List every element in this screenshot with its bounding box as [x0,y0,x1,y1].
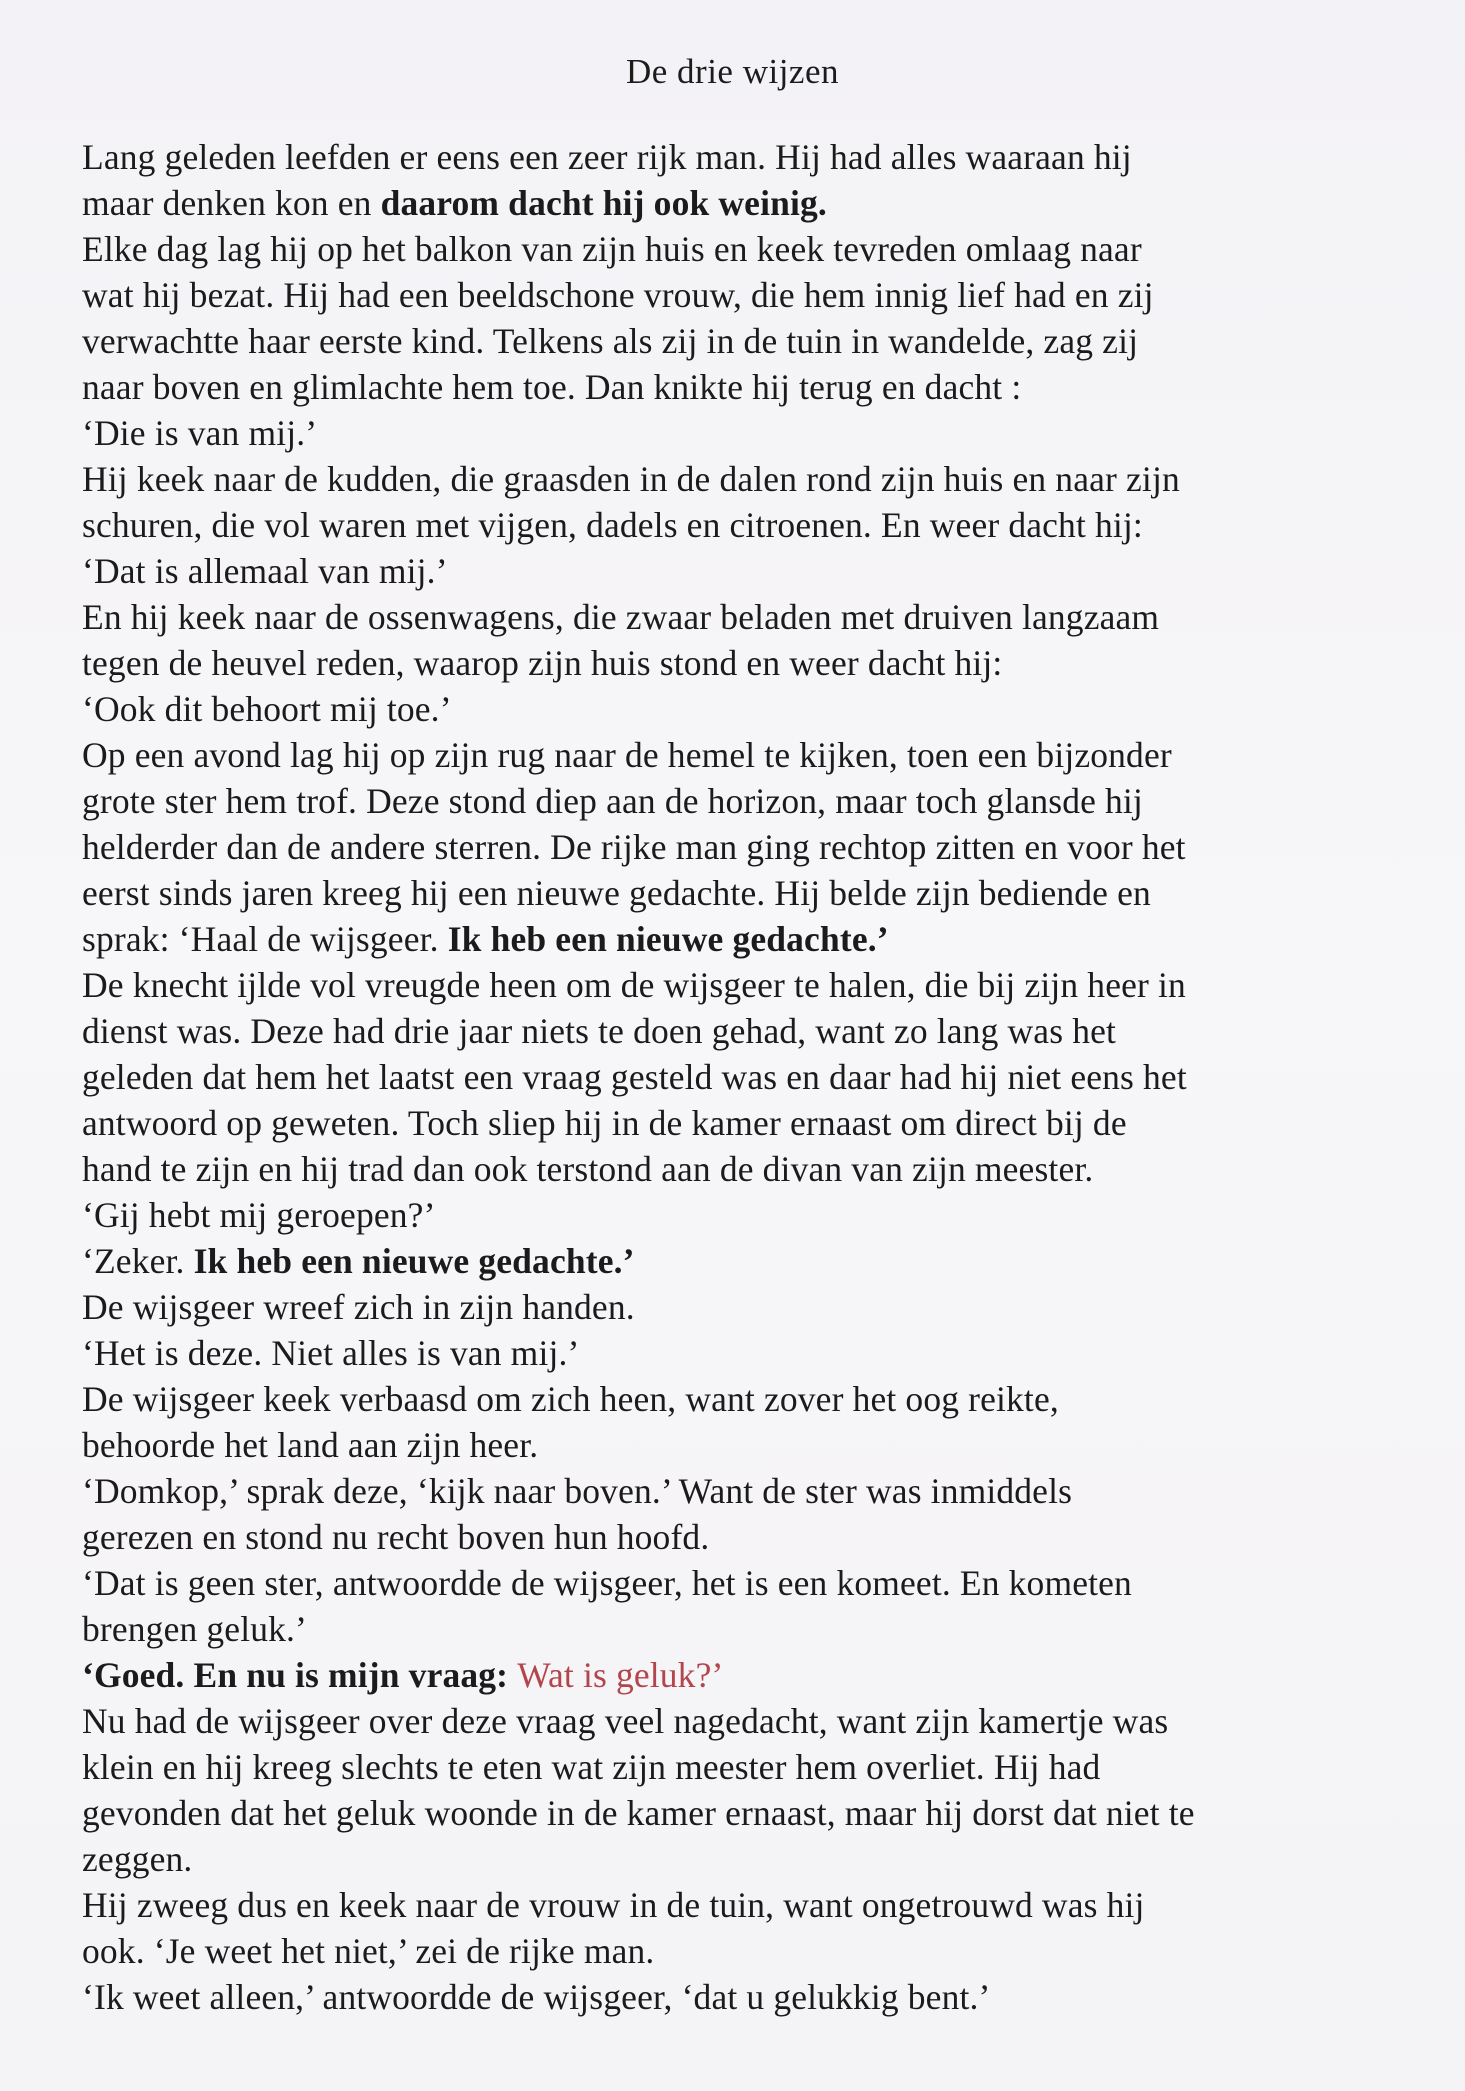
text-line [82,1698,1412,1744]
text-span: ‘Die is van mij.’ [82,413,318,453]
text-span: Nu had de wijsgeer over deze vraag veel nagedacht, want zijn kamertje was [82,1701,1169,1741]
text-span: ‘Ook dit behoort mij toe.’ [82,689,452,729]
text-span: De wijsgeer keek verbaasd om zich heen, want zover het oog reikte, [82,1379,1059,1419]
text-span: maar denken kon en [82,183,381,223]
text-line [82,1928,1412,1974]
text-line [82,686,1412,732]
text-span: De knecht ijlde vol vreugde heen om de wijsgeer te halen, die bij zijn heer in [82,965,1186,1005]
document-title: De drie wijzen [625,52,840,91]
text-line [82,318,1412,364]
text-line [82,594,1412,640]
text-span: De wijsgeer wreef zich in zijn handen. [82,1287,635,1327]
text-line [82,456,1412,502]
text-span: Elke dag lag hij op het balkon van zijn huis en keek tevreden omlaag naar [82,229,1142,269]
text-line [82,1790,1412,1836]
text-line [82,1100,1412,1146]
text-span: ‘Gij hebt mij geroepen?’ [82,1195,436,1235]
text-span: grote ster hem trof. Deze stond diep aan de horizon, maar toch glansde hij [82,781,1143,821]
text-line [82,1882,1412,1928]
text-line [82,548,1412,594]
text-line [82,410,1412,456]
text-span: Lang geleden leefden er eens een zeer rijk man. Hij had alles waaraan hij [82,137,1132,177]
text-line [82,640,1412,686]
text-span: tegen de heuvel reden, waarop zijn huis stond en weer dacht hij: [82,643,1003,683]
highlighted-text: Wat is geluk?’ [517,1655,724,1695]
text-span: Hij zweeg dus en keek naar de vrouw in de tuin, want ongetrouwd was hij [82,1885,1145,1925]
text-span: helderder dan de andere sterren. De rijke man ging rechtop zitten en voor het [82,827,1186,867]
text-line [82,1146,1412,1192]
text-span: Op een avond lag hij op zijn rug naar de hemel te kijken, toen een bijzonder [82,735,1172,775]
bold-text: ‘Goed. En nu is mijn vraag: [82,1655,518,1695]
text-span: ‘Het is deze. Niet alles is van mij.’ [82,1333,580,1373]
text-span: gevonden dat het geluk woonde in de kamer ernaast, maar hij dorst dat niet te [82,1793,1195,1833]
bold-text: daarom dacht hij ook weinig. [380,183,827,223]
text-span: brengen geluk.’ [82,1609,308,1649]
text-span: klein en hij kreeg slechts te eten wat zijn meester hem overliet. Hij had [82,1747,1101,1787]
text-line [82,502,1412,548]
bold-text: Ik heb een nieuwe gedachte.’ [193,1241,635,1281]
text-line [82,1652,1412,1698]
text-span: Hij keek naar de kudden, die graasden in de dalen rond zijn huis en naar zijn [82,459,1180,499]
story-text [82,134,1412,2020]
text-span: geleden dat hem het laatst een vraag gesteld was en daar had hij niet eens het [82,1057,1187,1097]
text-span: antwoord op geweten. Toch sliep hij in de kamer ernaast om direct bij de [82,1103,1127,1143]
text-line [82,778,1412,824]
text-line [82,916,1412,962]
text-span: ook. ‘Je weet het niet,’ zei de rijke man. [82,1931,655,1971]
text-line [82,1836,1412,1882]
text-line [82,1974,1412,2020]
text-line [82,1008,1412,1054]
text-line [82,1514,1412,1560]
text-span: schuren, die vol waren met vijgen, dadels en citroenen. En weer dacht hij: [82,505,1143,545]
text-span: ‘Domkop,’ sprak deze, ‘kijk naar boven.’ Want de ster was inmiddels [82,1471,1073,1511]
text-span: eerst sinds jaren kreeg hij een nieuwe gedachte. Hij belde zijn bediende en [82,873,1151,913]
text-line [82,364,1412,410]
text-span: ‘Dat is geen ster, antwoordde de wijsgeer, het is een komeet. En kometen [82,1563,1132,1603]
text-span: sprak: ‘Haal de wijsgeer. [82,919,448,959]
text-line [82,226,1412,272]
text-line [82,1192,1412,1238]
text-line [82,1238,1412,1284]
text-line [82,1606,1412,1652]
text-span: dienst was. Deze had drie jaar niets te doen gehad, want zo lang was het [82,1011,1117,1051]
text-span: wat hij bezat. Hij had een beeldschone vrouw, die hem innig lief had en zij [82,275,1154,315]
text-line [82,1284,1412,1330]
text-span: ‘Ik weet alleen,’ antwoordde de wijsgeer, ‘dat u gelukkig bent.’ [82,1977,991,2017]
text-line [82,870,1412,916]
text-span: verwachtte haar eerste kind. Telkens als zij in de tuin in wandelde, zag zij [82,321,1139,361]
text-line [82,134,1412,180]
text-line [82,1376,1412,1422]
text-span: ‘Zeker. [82,1241,194,1281]
text-line [82,1560,1412,1606]
text-span: En hij keek naar de ossenwagens, die zwaar beladen met druiven langzaam [82,597,1160,637]
bold-text: Ik heb een nieuwe gedachte.’ [447,919,889,959]
text-line [82,732,1412,778]
text-span: hand te zijn en hij trad dan ook terstond aan de divan van zijn meester. [82,1149,1094,1189]
text-span: ‘Dat is allemaal van mij.’ [82,551,448,591]
text-span: gerezen en stond nu recht boven hun hoofd. [82,1517,710,1557]
text-line [82,1054,1412,1100]
text-line [82,962,1412,1008]
text-span: naar boven en glimlachte hem toe. Dan knikte hij terug en dacht : [82,367,1022,407]
text-line [82,824,1412,870]
text-span: zeggen. [82,1839,193,1879]
text-line [82,180,1412,226]
text-line [82,1330,1412,1376]
text-span: behoorde het land aan zijn heer. [82,1425,539,1465]
text-line [82,1744,1412,1790]
text-line [82,1468,1412,1514]
text-line [82,272,1412,318]
text-line [82,1422,1412,1468]
